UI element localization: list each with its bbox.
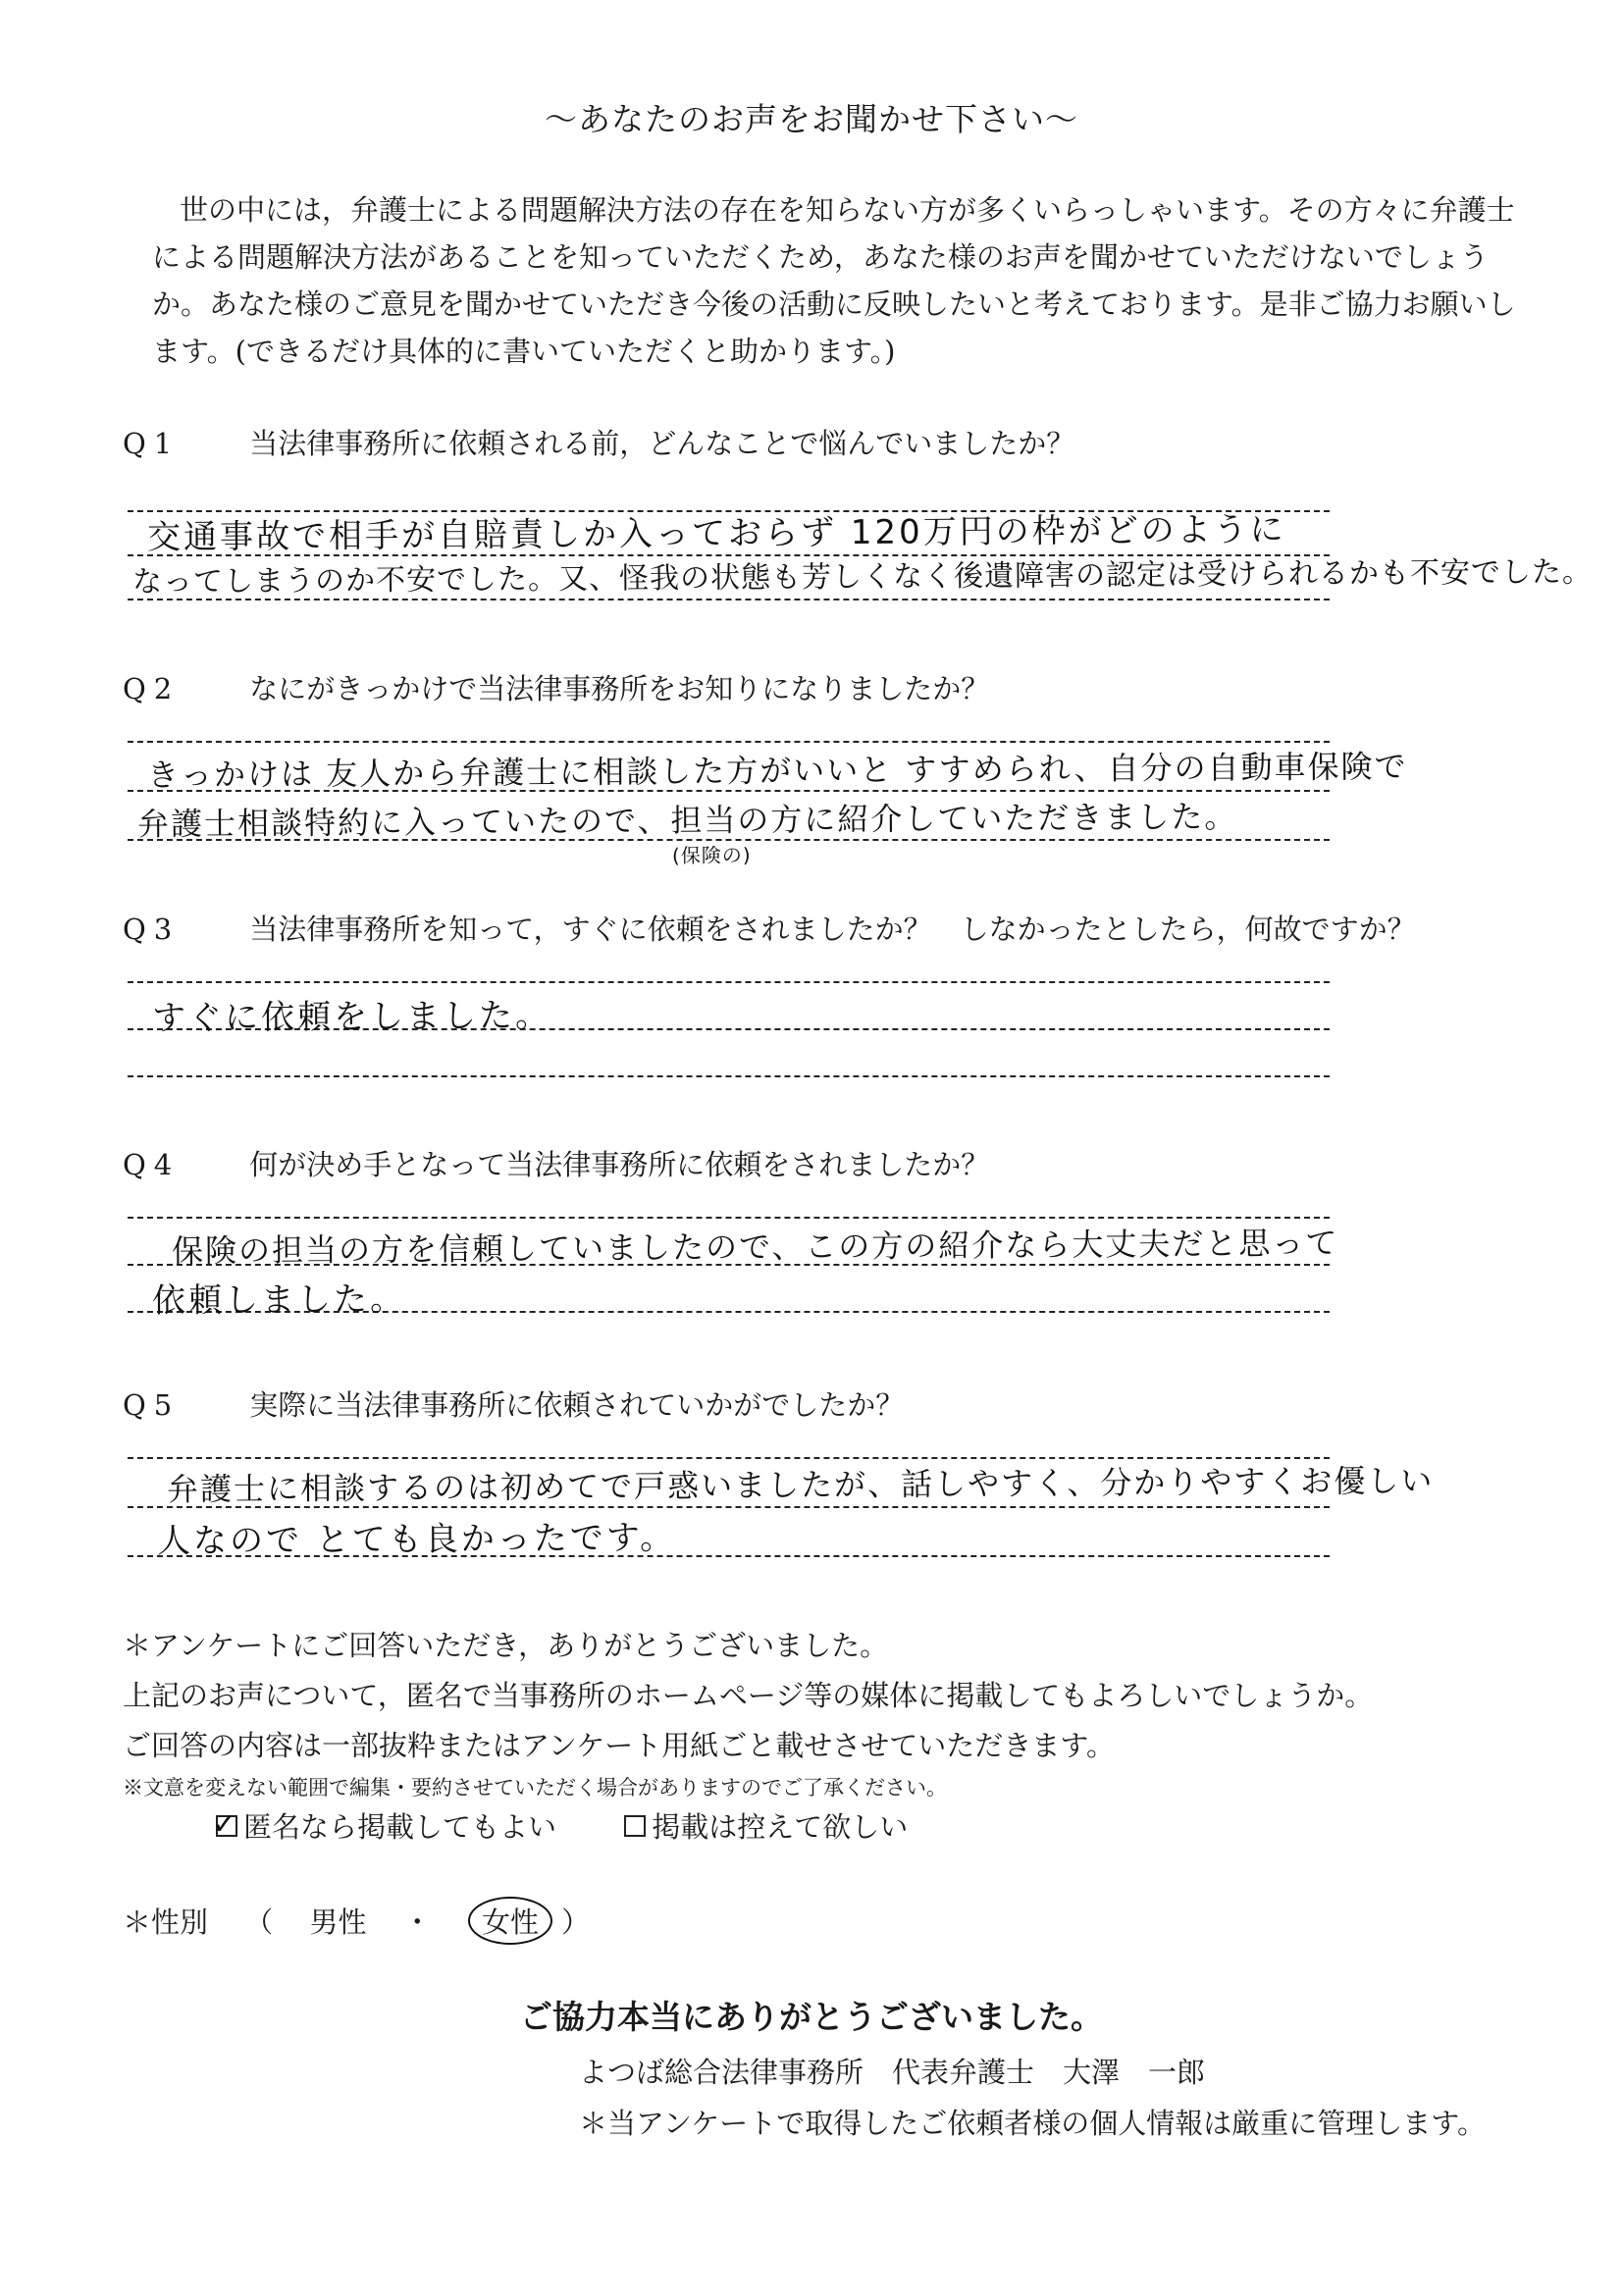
question-3	[123, 908, 1416, 948]
question-text: 当法律事務所に依頼される前，どんなことで悩んでいましたか？	[249, 427, 1075, 460]
intro-line: ます。(できるだけ具体的に書いていただくと助かります。)	[152, 335, 896, 368]
answer-2-line-2: 弁護士相談特約に入っていたので、担当の方に紹介していただきました。	[136, 798, 1238, 843]
question-4	[123, 1143, 989, 1183]
consent-options	[212, 1805, 967, 1846]
intro-line: による問題解決方法があることを知っていただくため，あなた様のお声を聞かせていただけないでしょう	[152, 240, 1489, 274]
closing-line: ＊アンケートにご回答いただき，ありがとうございました。	[123, 1629, 889, 1662]
gender-label: ＊性別	[123, 1905, 209, 1939]
intro-line: か。あなた様のご意見を聞かせていただき今後の活動に反映したいと考えております。是非ご協力お願いし	[152, 287, 1516, 321]
closing-line: ご回答の内容は一部抜粋またはアンケート用紙ごと載せさせていただきます。	[123, 1729, 1115, 1762]
checkbox-icon[interactable]	[212, 1806, 237, 1842]
gender-option-female[interactable]: 女性	[468, 1897, 552, 1945]
question-number: Q5	[123, 1388, 181, 1422]
consent-anonymous-checkbox[interactable]	[212, 1805, 557, 1846]
intro-paragraph	[152, 186, 1526, 375]
consent-decline-checkbox[interactable]	[624, 1805, 908, 1846]
gender-separator: ・	[402, 1905, 432, 1939]
gender-option-male[interactable]: 男性	[309, 1905, 367, 1939]
question-2	[123, 667, 989, 707]
answer-1-line-1: 交通事故で相手が自賠責しか入っておらず 120万円の枠がどのように	[146, 509, 1286, 557]
dashed-line	[128, 981, 1330, 983]
question-1	[123, 422, 1074, 462]
question-text: 当法律事務所を知って，すぐに依頼をされましたか？ しなかったとしたら，何故ですか？	[249, 913, 1416, 946]
answer-2-line-1: きっかけは 友人から弁護士に相談した方がいいと すすめられ、自分の自動車保険で	[146, 748, 1408, 794]
question-number: Q3	[123, 913, 181, 946]
consent-option-label: 匿名なら掲載してもよい	[243, 1810, 557, 1844]
closing-note: ※文意を変えない範囲で編集・要約させていただく場合がありますのでご了承ください。	[123, 1776, 947, 1800]
intro-line: 世の中には，弁護士による問題解決方法の存在を知らない方が多くいらっしゃいます。その方々に弁護士	[180, 193, 1515, 227]
gender-field	[123, 1897, 617, 1945]
consent-option-label: 掲載は控えて欲しい	[652, 1810, 909, 1844]
privacy-note: ＊当アンケートで取得したご依頼者様の個人情報は厳重に管理します。	[579, 2107, 1486, 2140]
closing-line: 上記のお声について，匿名で当事務所のホームページ等の媒体に掲載してもよろしいでしょうか。	[123, 1679, 1374, 1712]
question-number: Q2	[123, 672, 181, 705]
page-title: ～あなたのお声をお聞かせ下さい～	[545, 100, 1078, 138]
answer-5-line-1: 弁護士に相談するのは初めてで戸惑いましたが、話しやすく、分かりやすくお優しい	[166, 1461, 1435, 1508]
dashed-line	[128, 741, 1330, 743]
gender-close-paren: ）	[561, 1905, 591, 1939]
question-text: 何が決め手となって当法律事務所に依頼をされましたか？	[249, 1148, 990, 1181]
dashed-line	[128, 1217, 1330, 1219]
question-5	[123, 1383, 904, 1424]
answer-4-line-2: 依頼しました。	[151, 1279, 407, 1321]
answer-3-line-1: すぐに依頼をしました。	[151, 996, 552, 1038]
check-mark-icon: ✓	[212, 1806, 237, 1842]
question-number: Q4	[123, 1148, 181, 1181]
thanks-message: ご協力本当にありがとうございました。	[520, 1998, 1103, 2036]
answer-5-line-2: 人なので とても良かったです。	[156, 1518, 677, 1561]
answer-1-line-2: なってしまうのか不安でした。又、怪我の状態も芳しくなく後遺障害の認定は受けられるかも不安でした。	[131, 554, 1594, 600]
dashed-line	[128, 1075, 1330, 1077]
answer-2-note: (保険の)	[671, 843, 752, 867]
checkbox-icon[interactable]	[624, 1815, 646, 1837]
question-text: なにがきっかけで当法律事務所をお知りになりましたか？	[249, 672, 990, 705]
question-number: Q1	[123, 427, 181, 460]
question-text: 実際に当法律事務所に依頼されていかがでしたか？	[249, 1388, 905, 1422]
gender-open-paren: （	[244, 1905, 274, 1939]
answer-4-line-1: 保険の担当の方を信頼していましたので、この方の紹介なら大丈夫だと思って	[171, 1224, 1339, 1270]
firm-signature: よつば総合法律事務所 代表弁護士 大澤 一郎	[579, 2056, 1206, 2089]
